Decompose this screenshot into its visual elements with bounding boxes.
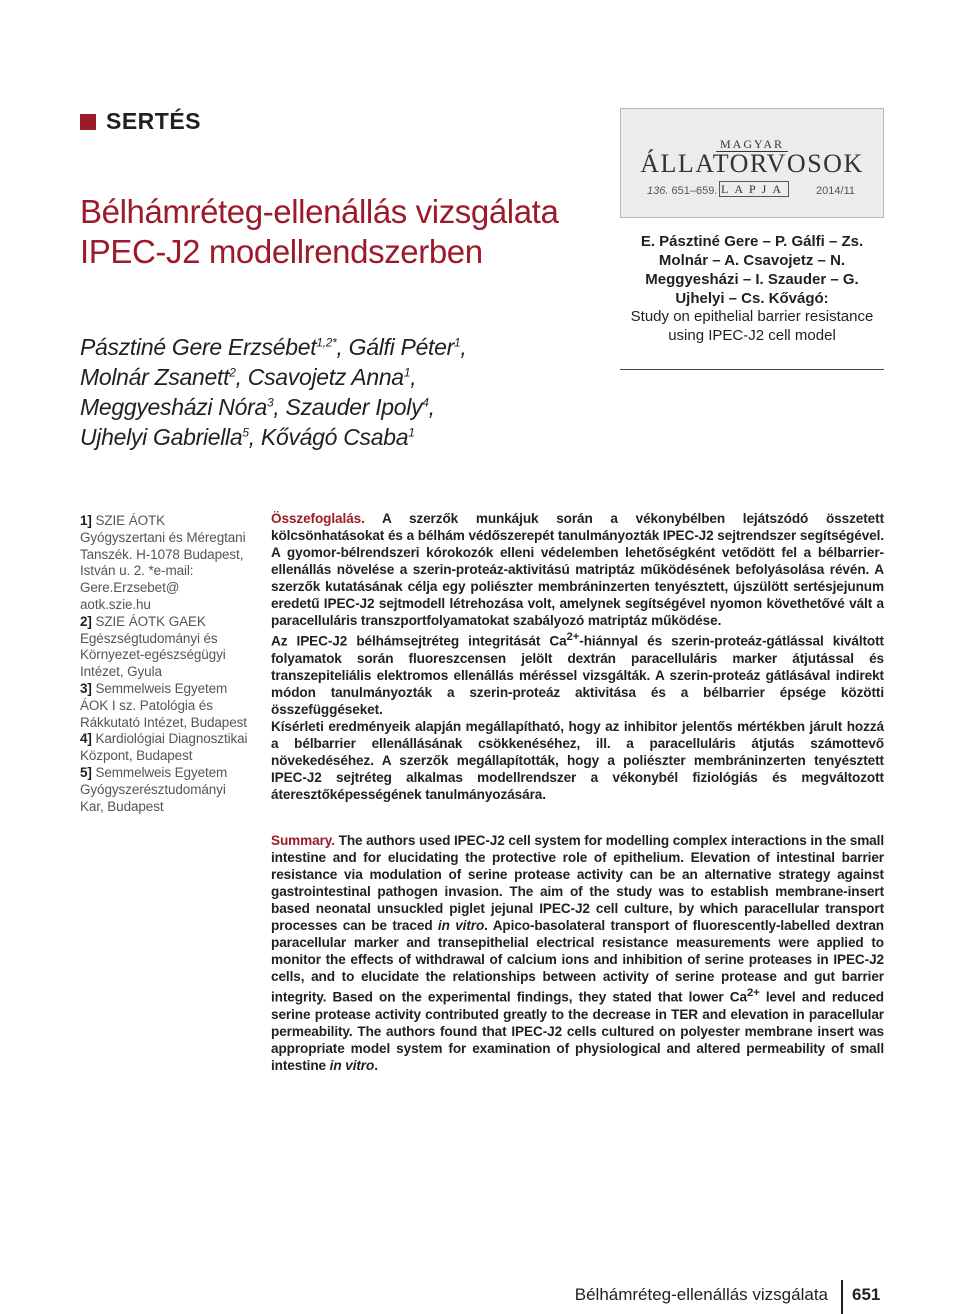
journal-lapja: LAPJA: [720, 182, 787, 196]
hungarian-abstract: [271, 510, 884, 803]
english-authors: E. Pásztiné Gere – P. Gálfi – Zs. Molnár – A. Csavojetz – N. Meggyesházi – I. Szauder – G. Ujhelyi – Cs. Kővágó:: [640, 233, 864, 307]
journal-name: ÁLLATORVOSOK: [640, 149, 864, 178]
author: Csavojetz Anna$^1$,: [247, 364, 417, 390]
affiliation-item: 1] SZIE ÁOTK Gyógyszertani és Méregtani Tanszék. H-1078 Budapest, István u. 2. *e-mail: Gere.Erzsebet@ aotk.szie.hu: [80, 513, 246, 612]
author: Kővágó Csaba$^1$: [260, 424, 415, 450]
affiliation-item: 4] Kardiológiai Diagnosztikai Központ, Budapest: [80, 731, 248, 764]
author: Molnár Zsanett$^2$,: [80, 364, 248, 390]
section-square-icon: [80, 114, 96, 130]
author: Gálfi Péter$^1$,: [348, 334, 467, 360]
affiliation-item: 2] SZIE ÁOTK GAEK Egészségtudományi és Környezet-egészségügyi Intézet, Gyula: [80, 613, 226, 680]
header-divider: [620, 369, 884, 370]
footer-divider: [841, 1280, 843, 1314]
summary-paragraph: Summary. The authors used IPEC-J2 cell system for modelling complex interactions in the small intestine and for elucidating the protective role of epithelium. Elevation of intestinal barrier resistance via modulation of serine protease activity can be an alternative strategy against gastrointestinal pathogen invasion. The aim of the study was to establish membrane-insert based neonatal unsuckled piglet jejunal IPEC-J2 cell culture, by which paracellular transport processes can be traced in vitro. Apico-basolateral transport of fluorescently-labelled dextran paracellular marker and transepithelial electrical resistance measurements were applied to monitor the effects of withdrawal of calcium ions and inhibition of serine proteases in IPEC-J2 cells, and to elucidate the relationships between activity of serine protease and gut barrier integrity. Based on the experimental findings, they stated that lower $Ca^{2+}$ level and reduced serine protease activity contributed greatly to the decrease in TER and elevation in paracellular permeability. The authors found that IPEC-J2 cells cultured on polyester membrane insert was appropriate model system for examination of physiological and altered permeability of small intestine in vitro.: [271, 833, 885, 1073]
abstract-lead: Összefoglalás.: [271, 511, 365, 526]
section-label-text: SERTÉS: [106, 108, 202, 134]
english-summary: [271, 832, 884, 1074]
abstract-paragraph: Összefoglalás. A szerzők munkájuk során a vékonybélben lejátszódó összetett kölcsönhatásokat és a bélhám védőszerepét tanulmányozták IPEC-J2 sejtrendszer segítségével. A gyomor-bélrendszeri kórokozók elleni védelemben lehetőségként vetődött fel a bélbarrier-ellenállás növelése a szerin-proteáz-aktivitású matriptáz működésének befolyásolása révén. A szerzők kutatásának célja egy poliészter membráninzerten tenyésztett, újszülött sertésjejunum eredetű IPEC-J2 sejtmodell létrehozása volt, amelynek segítségével nyomon követhetővé vált a paracelluláris transzportfolyamatokat szabályozó matriptáz működése.: [271, 511, 884, 628]
section-label: [80, 108, 201, 135]
english-title: Study on epithelial barrier resistance using IPEC-J2 cell model: [630, 308, 874, 344]
page-number: 651: [852, 1285, 881, 1304]
journal-logo: [620, 108, 884, 218]
article-title: Bélhámréteg-ellenállás vizsgálata IPEC-J2 modellrendszerben: [80, 193, 559, 270]
summary-lead: Summary.: [271, 833, 335, 848]
affiliations: [80, 513, 250, 815]
author-list: [80, 332, 610, 452]
affiliation-item: 5] Semmelweis Egyetem Gyógyszerésztudományi Kar, Budapest: [80, 764, 228, 814]
journal-volume: 136. 651–659.: [647, 185, 718, 197]
abstract-paragraph: Kísérleti eredményeik alapján megállapítható, hogy az inhibitor jelentős mértékben járult hozzá a bélbarrier ellenállásának csökkenéséhez, ill. a paracelluláris átjutás számottevő növekedéséhez. A szerzők megállapították, hogy a poliészter membráninzerten tenyésztett IPEC-J2 sejtréteg alkalmas modellrendszer a vékonybél fiziológiás és megváltozott áteresztőképességének tanulmányozására.: [271, 718, 884, 802]
author: Ujhelyi Gabriella$^5$,: [80, 424, 261, 450]
author: Pásztiné Gere Erzsébet$^{1,2*}$,: [80, 334, 349, 360]
journal-magyar: MAGYAR: [621, 137, 883, 152]
author: Meggyesházi Nóra$^3$,: [80, 394, 286, 420]
affiliation-item: 3] Semmelweis Egyetem ÁOK I sz. Patológia és Rákkutató Intézet, Budapest: [80, 680, 247, 730]
abstract-paragraph: Az IPEC-J2 bélhámsejtréteg integritását $Ca^{2+}$-hiánnyal és szerin-proteáz-gátlással kiváltott folyamatok során fluoreszcensen jelölt dextrán paracelluláris marker átjutással és transzepiteliális elektromos ellenállás méréssel vizsgálták. A szerin-proteáz gátlásával indirekt módon tanulmányozták a szerin-proteáz aktivitása és a bélbarrier épsége közötti összefüggéseket.: [271, 631, 884, 717]
journal-issue: 2014/11: [816, 185, 855, 197]
running-title: Bélhámréteg-ellenállás vizsgálata: [574, 1285, 828, 1304]
author: Szauder Ipoly$^4$,: [285, 394, 435, 420]
